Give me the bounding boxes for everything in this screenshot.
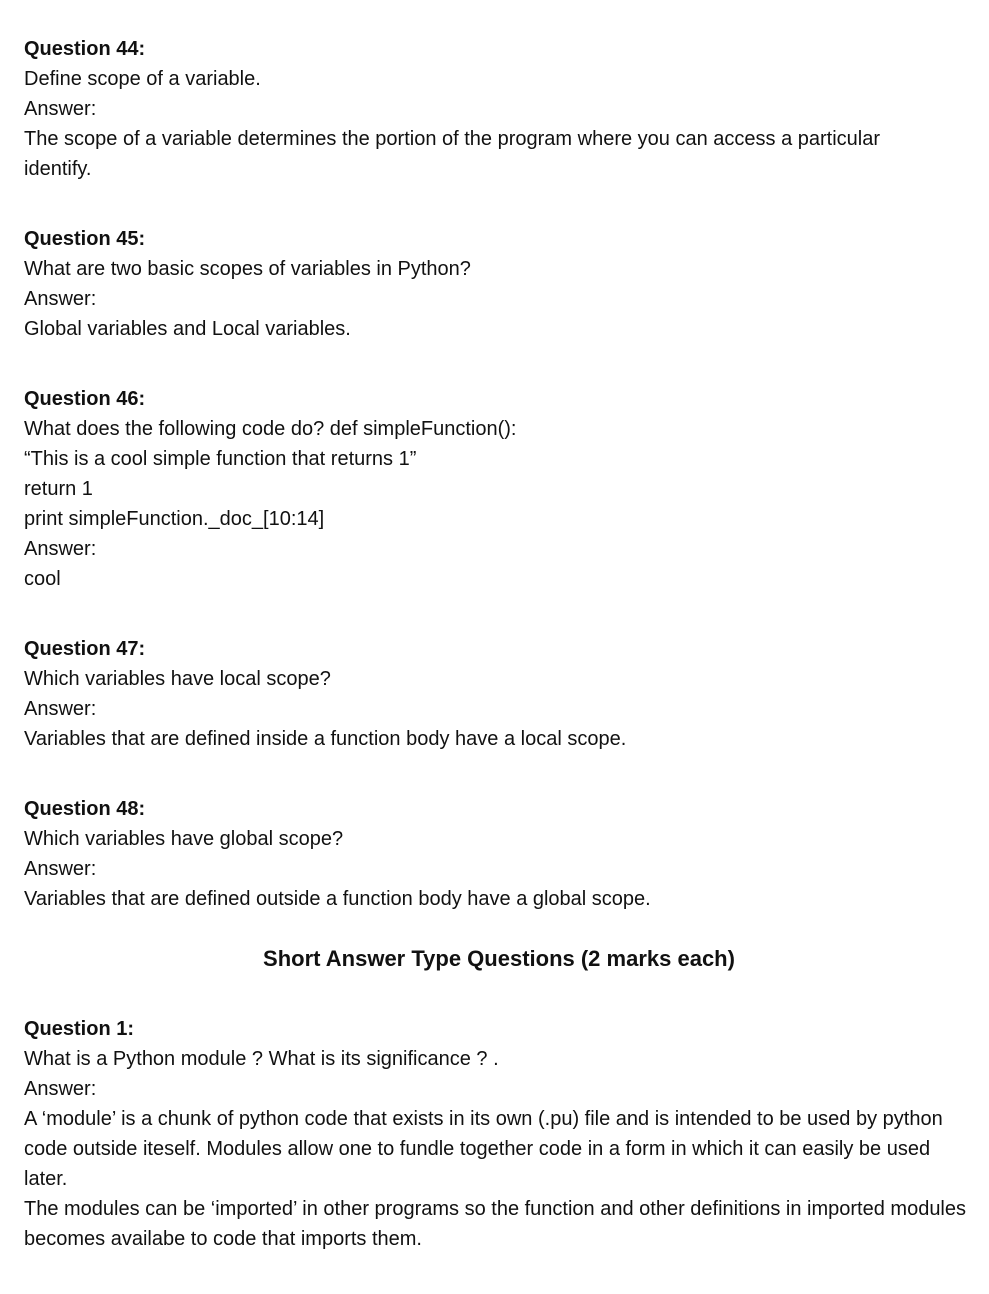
question-46-text-line: What does the following code do? def simpleFunction(): bbox=[24, 418, 517, 440]
question-46-title: Question 46: bbox=[24, 388, 146, 410]
question-48-title: Question 48: bbox=[24, 798, 146, 820]
question-46-block bbox=[24, 384, 974, 594]
question-44-title: Question 44: bbox=[24, 38, 146, 60]
question-1-block bbox=[24, 1014, 974, 1254]
question-44-answer-label: Answer: bbox=[24, 98, 97, 120]
question-45-block bbox=[24, 224, 974, 344]
question-47-block bbox=[24, 634, 974, 754]
document-page bbox=[24, 34, 974, 1294]
question-48-answer: Variables that are defined outside a function body have a global scope. bbox=[24, 888, 651, 910]
question-1-answer-label: Answer: bbox=[24, 1078, 97, 1100]
question-46-text-line: “This is a cool simple function that returns 1” bbox=[24, 448, 417, 470]
question-1-title: Question 1: bbox=[24, 1018, 135, 1040]
question-44-answer: The scope of a variable determines the portion of the program where you can access a particular identify. bbox=[24, 128, 881, 180]
question-46-text-line: return 1 bbox=[24, 478, 93, 500]
question-45-answer: Global variables and Local variables. bbox=[24, 318, 351, 340]
question-48-answer-label: Answer: bbox=[24, 858, 97, 880]
question-47-title: Question 47: bbox=[24, 638, 146, 660]
question-1-answer-paragraph: A ‘module’ is a chunk of python code that exists in its own (.pu) file and is intended to be used by python code outside iteself. Modules allow one to fundle together code in a form in which it can easily be used later. bbox=[24, 1108, 943, 1190]
question-47-text: Which variables have local scope? bbox=[24, 668, 331, 690]
question-45-text: What are two basic scopes of variables in Python? bbox=[24, 258, 471, 280]
question-48-block bbox=[24, 794, 974, 914]
question-1-answer-paragraph: The modules can be ‘imported’ in other programs so the function and other definitions in imported modules becomes availabe to code that imports them. bbox=[24, 1198, 967, 1250]
question-44-block bbox=[24, 34, 974, 184]
question-1-text: What is a Python module ? What is its significance ? . bbox=[24, 1048, 499, 1070]
question-45-answer-label: Answer: bbox=[24, 288, 97, 310]
question-47-answer: Variables that are defined inside a function body have a local scope. bbox=[24, 728, 627, 750]
question-46-answer: cool bbox=[24, 568, 61, 590]
question-44-text: Define scope of a variable. bbox=[24, 68, 261, 90]
question-46-text-line: print simpleFunction._doc_[10:14] bbox=[24, 508, 325, 530]
question-45-title: Question 45: bbox=[24, 228, 146, 250]
question-47-answer-label: Answer: bbox=[24, 698, 97, 720]
question-46-answer-label: Answer: bbox=[24, 538, 97, 560]
question-48-text: Which variables have global scope? bbox=[24, 828, 344, 850]
section-heading: Short Answer Type Questions (2 marks each) bbox=[263, 946, 735, 971]
